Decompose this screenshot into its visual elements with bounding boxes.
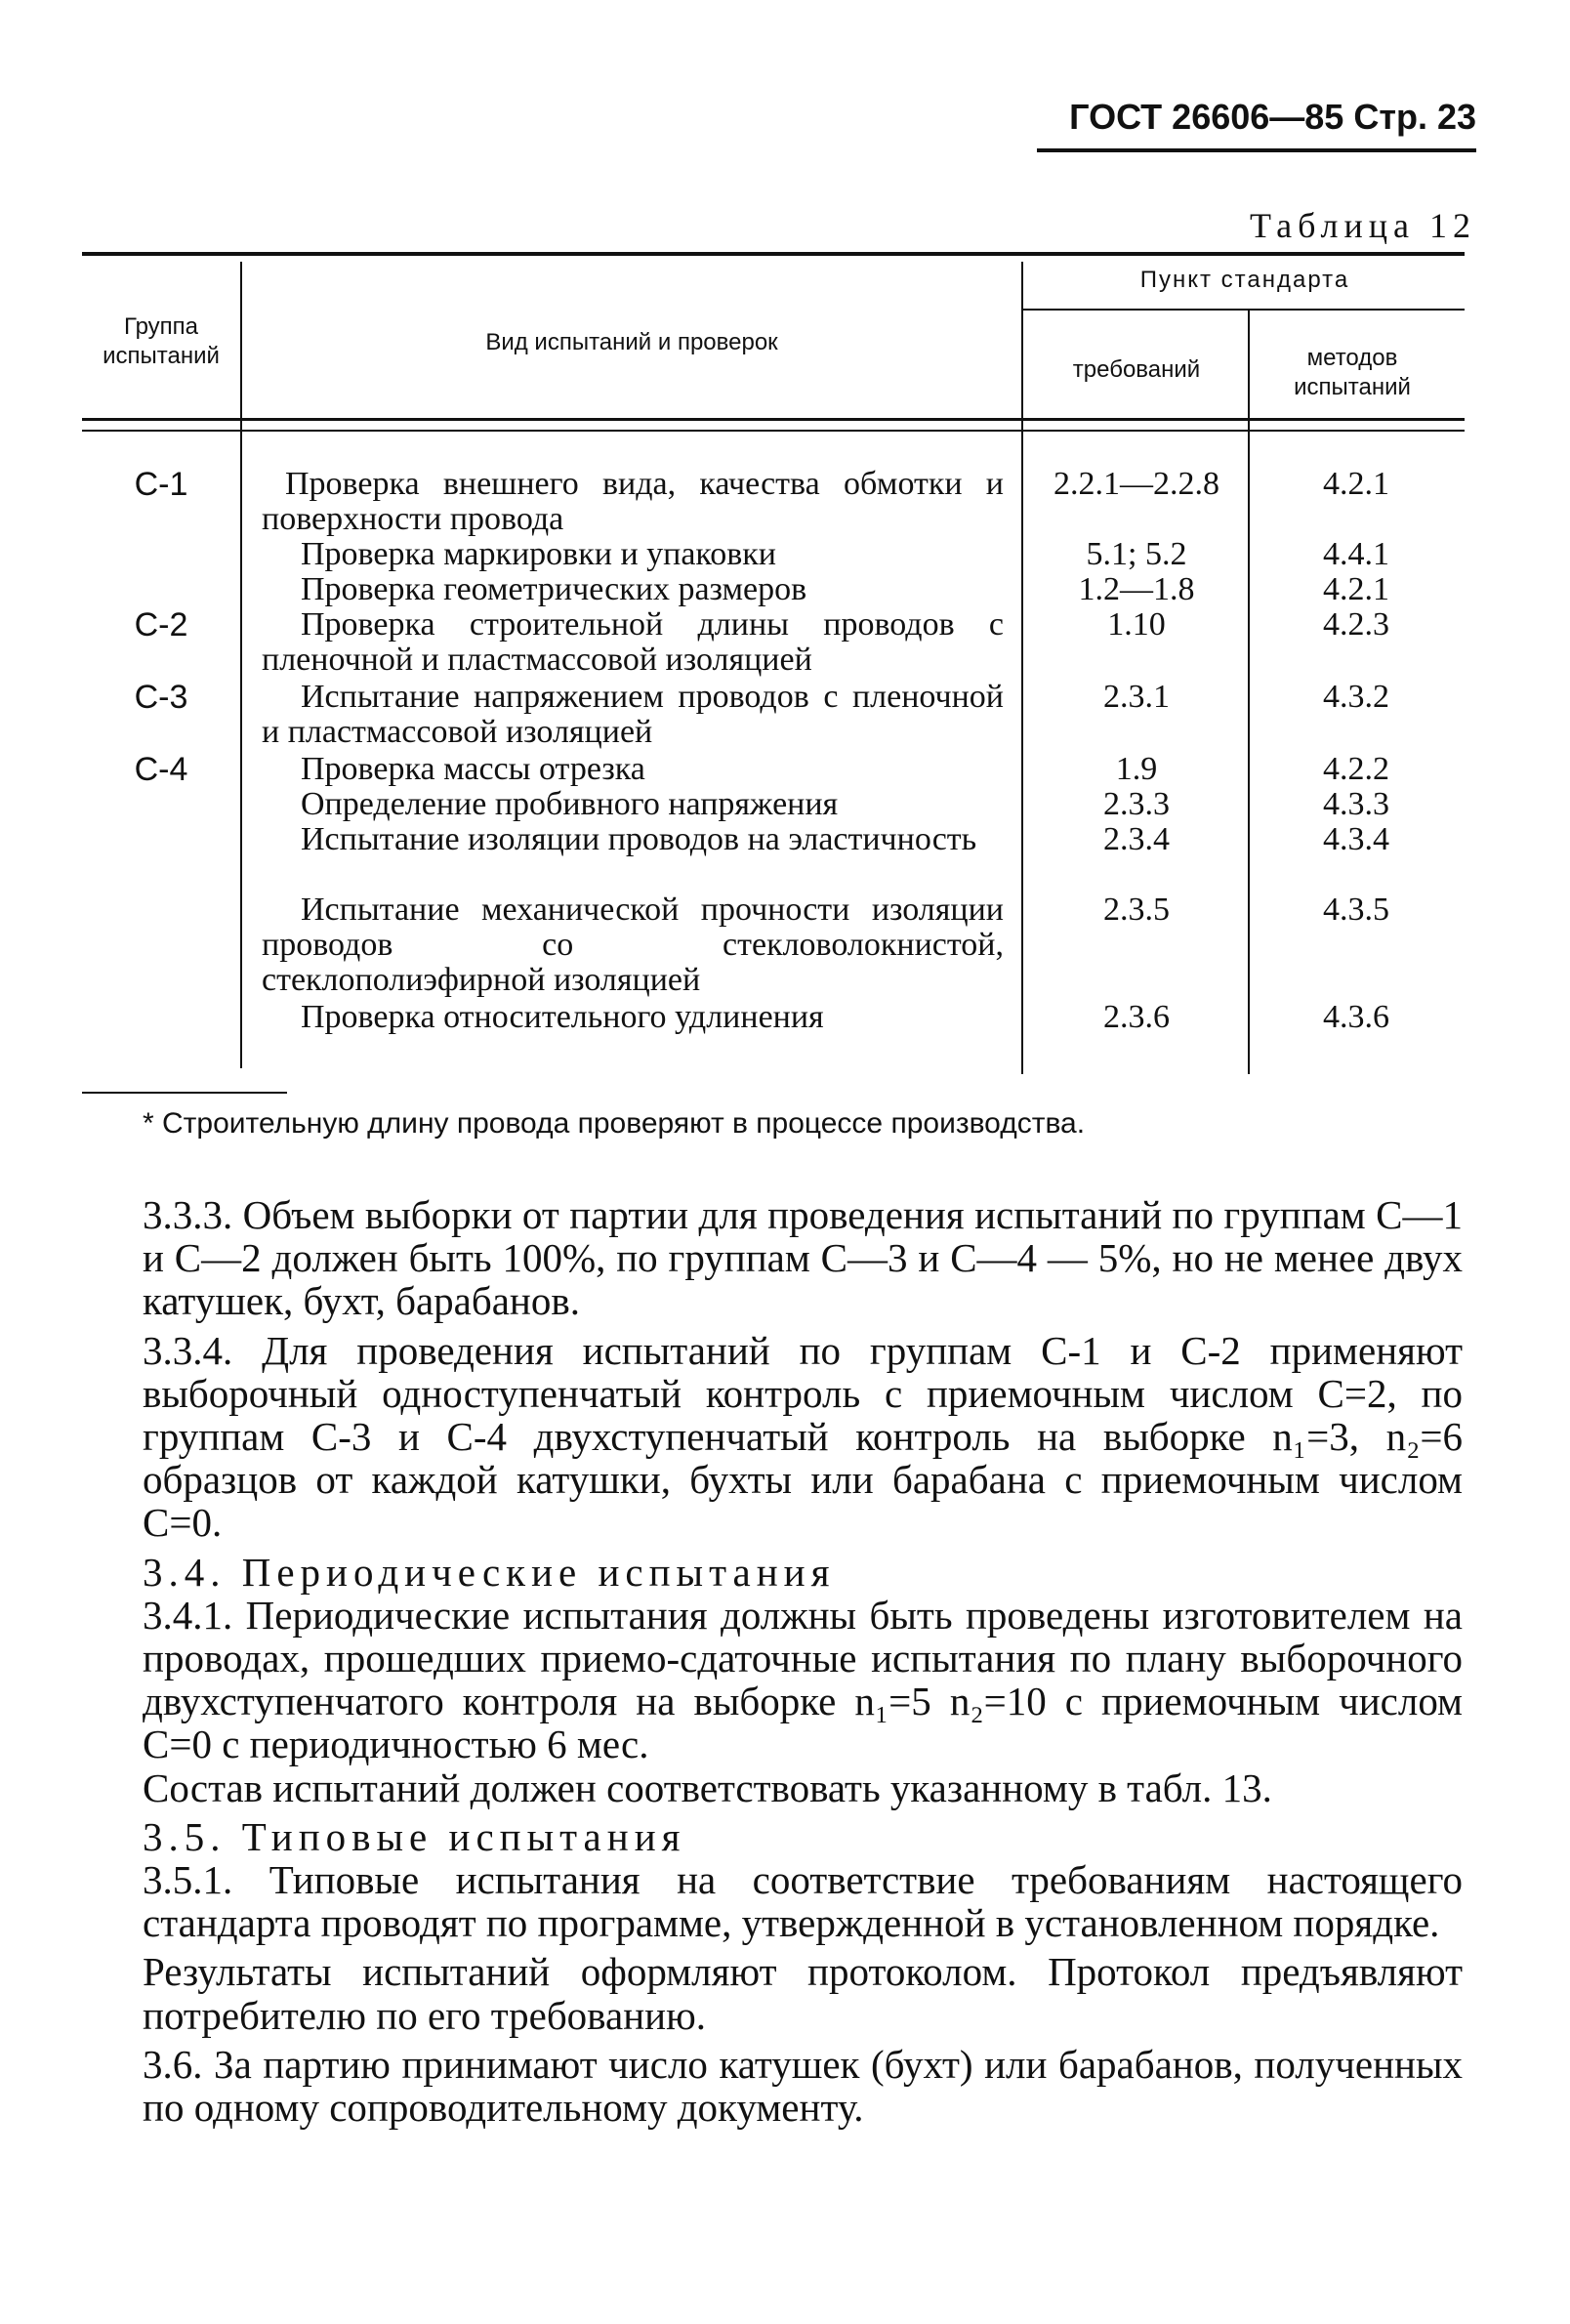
table-cell-group: С-3 <box>134 679 188 716</box>
table-cell-text: Проверка маркировки и упаковки <box>301 536 776 572</box>
table-col-divider-1 <box>240 262 242 1068</box>
table-cell-text: Проверка внешнего вида, качества обмотки и поверхности провода <box>262 466 1004 537</box>
table-cell-meth: 4.3.6 <box>1323 999 1389 1035</box>
paragraph-3-3-3: 3.3.3. Объем выборки от партии для проведения испытаний по группам С—1 и С—2 должен быть 100%, по группам С—3 и С—4 — 5%, но не менее двух катушек, бухт, барабанов. <box>143 1192 1463 1324</box>
table-cell-group: С-1 <box>134 466 188 503</box>
table-header-rule-2 <box>82 430 1465 432</box>
page-header: ГОСТ 26606—85 Стр. 23 <box>1037 94 1476 152</box>
table-cell-meth: 4.2.1 <box>1323 571 1389 607</box>
table-cell-req: 1.10 <box>1107 606 1166 643</box>
table-col-divider-2 <box>1021 262 1023 1074</box>
section-heading-3-4: 3.4. Периодические испытания <box>143 1549 836 1595</box>
table-cell-req: 2.3.1 <box>1103 679 1170 715</box>
table-cell-text: Проверка строительной длины проводов с пленочной и пластмассовой изоляцией <box>262 606 1004 678</box>
table-cell-text: Проверка геометрических размеров <box>301 571 807 607</box>
table-cell-req: 2.3.3 <box>1103 786 1170 822</box>
table-cell-meth: 4.3.4 <box>1323 821 1389 857</box>
table-cell-meth: 4.2.3 <box>1323 606 1389 643</box>
table-cell-req: 2.3.6 <box>1103 999 1170 1035</box>
table-head-group: Группа испытаний <box>103 313 220 369</box>
table-cell-group: С-2 <box>134 606 188 643</box>
table-head-requirements: требований <box>1072 356 1201 383</box>
table-subheader-rule <box>1021 309 1465 311</box>
paragraph-3-5-1: 3.5.1. Типовые испытания на соответствие требованиям настоящего стандарта проводят по программе, утвержденной в установленном порядке. <box>143 1857 1463 1946</box>
table-head-methods: методов испытаний <box>1294 345 1411 400</box>
table-top-rule <box>82 252 1465 256</box>
table-cell-req: 2.2.1—2.2.8 <box>1054 466 1219 502</box>
footnote-rule <box>82 1092 287 1094</box>
table-cell-meth: 4.2.2 <box>1323 751 1389 787</box>
paragraph-3-3-4: 3.3.4. Для проведения испытаний по группам С-1 и С-2 применяют выборочный одноступенчатый контроль с приемочным числом С=2, по группам С-3 и С-4 двухступенчатый контроль на выборке n₁=3, n₂=6 образцов от каждой катушки, бухты или барабана с приемочным числом С=0. <box>143 1327 1463 1546</box>
table-cell-req: 2.3.4 <box>1103 821 1170 857</box>
paragraph-3-4-1: 3.4.1. Периодические испытания должны быть проведены изготовителем на проводах, прошедших приемо-сдаточные испытания по плану выборочного двухступенчатого контроля на выборке n₁=5 n₂=10 с приемочным числом С=0 с периодичностью 6 мес. <box>143 1592 1463 1767</box>
table-cell-group: С-4 <box>134 751 188 788</box>
table-label: Таблица 12 <box>1250 206 1476 245</box>
table-footnote: * Строительную длину провода проверяют в процессе производства. <box>143 1107 1086 1140</box>
paragraph-3-5-1-results: Результаты испытаний оформляют протоколом. Протокол предъявляют потребителю по его требованию. <box>143 1949 1463 2038</box>
table-cell-text: Испытание механической прочности изоляции проводов со стекловолокнистой, стеклополиэфирной изоляцией <box>262 892 1004 998</box>
table-cell-meth: 4.2.1 <box>1323 466 1389 502</box>
table-head-clause: Пункт стандарта <box>1139 267 1350 293</box>
table-cell-text: Испытание изоляции проводов на эластичность <box>301 821 977 857</box>
table-header-rule <box>82 418 1465 421</box>
table-cell-text: Проверка относительного удлинения <box>301 999 824 1035</box>
table-cell-meth: 4.3.5 <box>1323 892 1389 928</box>
table-cell-meth: 4.4.1 <box>1323 536 1389 572</box>
paragraph-3-4-1-composition: Состав испытаний должен соответствовать указанному в табл. 13. <box>143 1764 1272 1810</box>
table-cell-meth: 4.3.3 <box>1323 786 1389 822</box>
table-cell-text: Испытание напряжением проводов с пленочной и пластмассовой изоляцией <box>262 679 1004 750</box>
body-text <box>143 1193 1463 2129</box>
table-cell-meth: 4.3.2 <box>1323 679 1389 715</box>
table-cell-req: 1.9 <box>1115 751 1158 787</box>
paragraph-3-6: 3.6. За партию принимают число катушек (бухт) или барабанов, полученных по одному сопроводительному документу. <box>143 2041 1463 2131</box>
table-cell-text: Определение пробивного напряжения <box>301 786 839 822</box>
table-cell-req: 2.3.5 <box>1103 892 1170 928</box>
table-cell-text: Проверка массы отрезка <box>301 751 645 787</box>
section-heading-3-5: 3.5. Типовые испытания <box>143 1813 686 1859</box>
table-cell-req: 1.2—1.8 <box>1078 571 1195 607</box>
table-cell-req: 5.1; 5.2 <box>1086 536 1187 572</box>
table-head-kind: Вид испытаний и проверок <box>485 329 778 355</box>
